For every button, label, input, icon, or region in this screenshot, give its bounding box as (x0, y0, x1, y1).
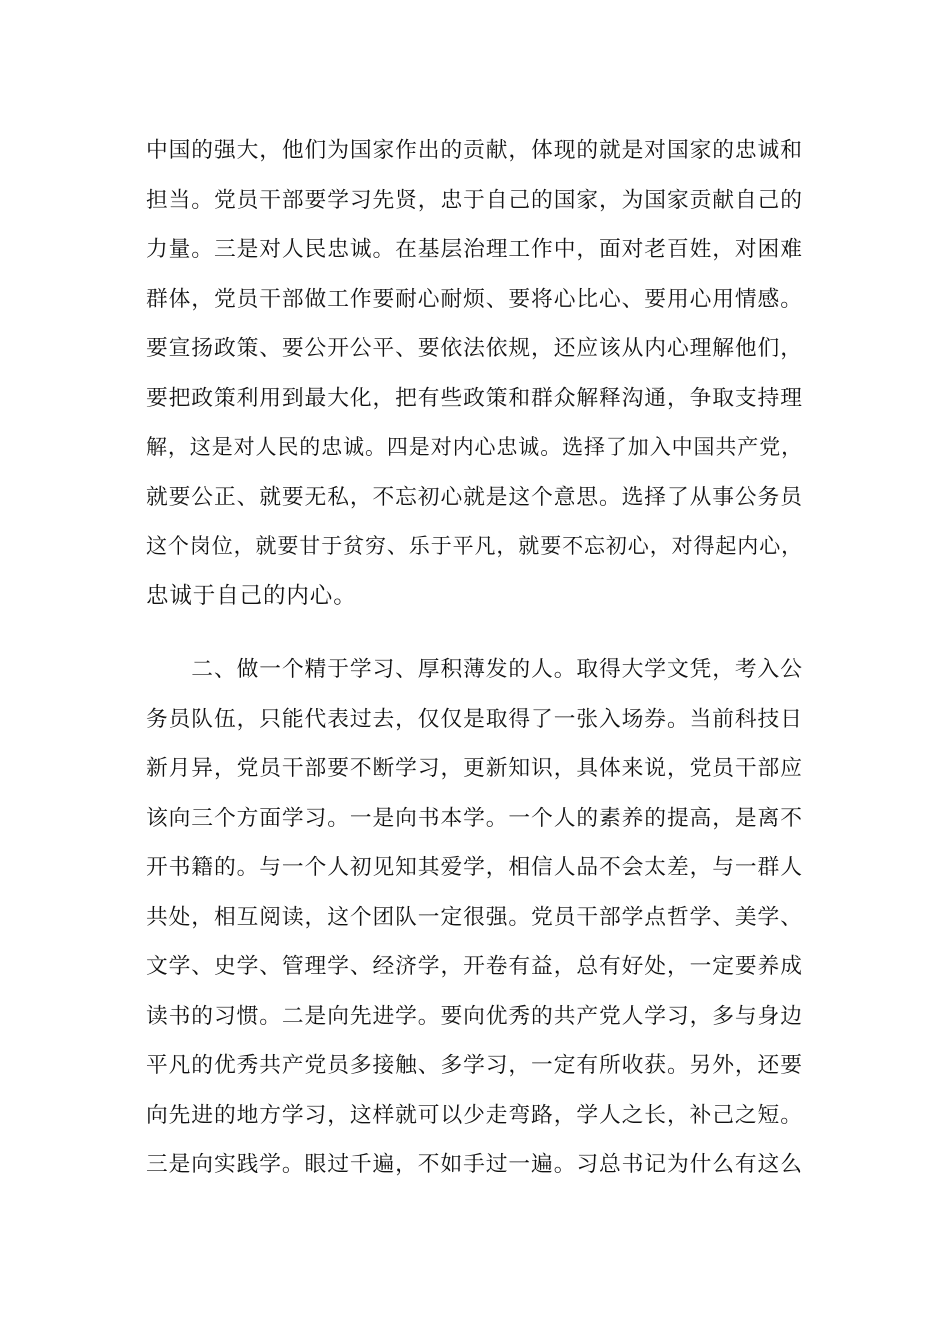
text-line: 三是向实践学。眼过千遍，不如手过一遍。习总书记为什么有这么 (146, 1152, 803, 1177)
text-line: 要把政策利用到最大化，把有些政策和群众解释沟通，争取支持理 (146, 385, 803, 411)
text-line: 开书籍的。与一个人初见知其爱学，相信人品不会太差，与一群人 (146, 855, 803, 880)
text-line: 力量。三是对人民忠诚。在基层治理工作中，面对老百姓，对困难 (146, 237, 803, 262)
paragraph-learning (146, 645, 806, 1190)
text-line: 忠诚于自己的内心。 (146, 582, 357, 609)
text-line: 务员队伍，只能代表过去，仅仅是取得了一张入场券。当前科技日 (146, 706, 803, 732)
text-line: 平凡的优秀共产党员多接触、多学习，一定有所收获。另外，还要 (146, 1053, 803, 1078)
text-line: 解，这是对人民的忠诚。四是对内心忠诚。选择了加入中国共产党， (146, 435, 803, 459)
text-line: 要宣扬政策、要公开公平、要依法依规，还应该从内心理解他们， (146, 336, 803, 361)
text-line: 就要公正、就要无私，不忘初心就是这个意思。选择了从事公务员 (146, 484, 803, 510)
text-line: 文学、史学、管理学、经济学，开卷有益，总有好处，一定要养成 (146, 954, 803, 979)
text-line: 这个岗位，就要甘于贫穷、乐于平凡，就要不忘初心，对得起内心， (146, 534, 803, 558)
text-line: 二、做一个精于学习、厚积薄发的人。取得大学文凭，考入公 (146, 657, 803, 682)
text-line: 共处，相互阅读，这个团队一定很强。党员干部学点哲学、美学、 (146, 904, 803, 930)
text-line: 中国的强大，他们为国家作出的贡献，体现的就是对国家的忠诚和 (146, 138, 803, 163)
text-line: 该向三个方面学习。一是向书本学。一个人的素养的提高，是离不 (146, 805, 803, 831)
text-line: 担当。党员干部要学习先贤，忠于自己的国家，为国家贡献自己的 (146, 187, 803, 213)
paragraph-loyalty (146, 126, 806, 621)
text-line: 向先进的地方学习，这样就可以少走弯路，学人之长，补己之短。 (146, 1102, 803, 1128)
text-line: 群体，党员干部做工作要耐心耐烦、要将心比心、要用心用情感。 (146, 286, 803, 312)
text-line: 读书的习惯。二是向先进学。要向优秀的共产党人学习，多与身边 (146, 1003, 803, 1029)
text-line: 新月异，党员干部要不断学习，更新知识，具体来说，党员干部应 (146, 756, 803, 781)
